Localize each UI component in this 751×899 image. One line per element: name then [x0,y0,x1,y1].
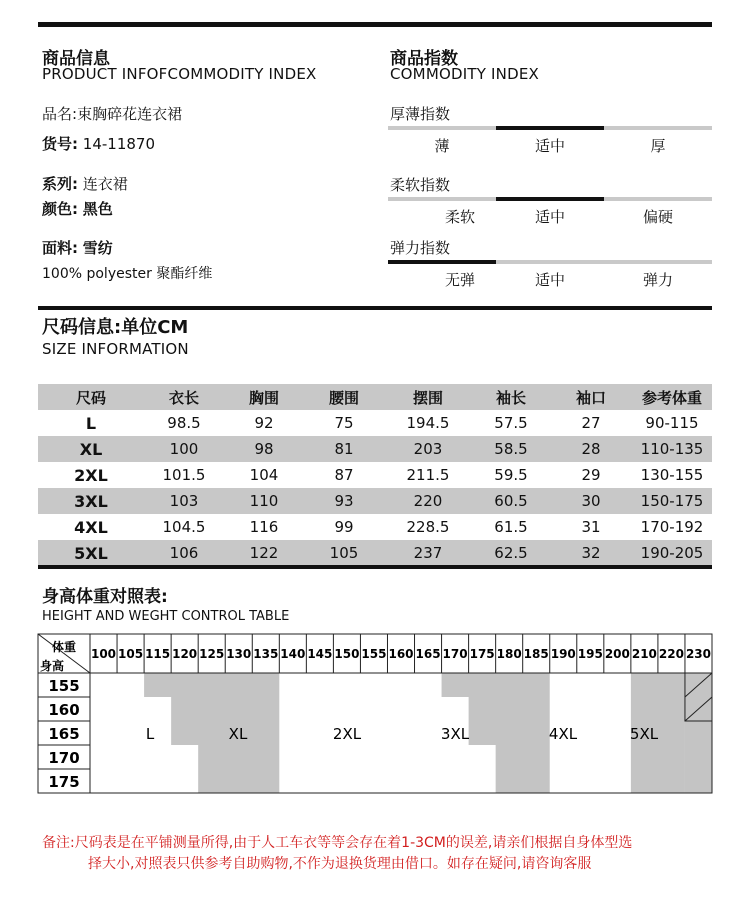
note-line-1: 备注:尺码表是在平铺测量所得,由于人工车衣等等会存在着1-3CM的误差,请亲们根据自身体型选 [42,835,633,851]
index-option: 适中 [534,137,565,155]
weight-label: 140 [280,647,306,661]
size-header-cell: 衣长 [144,384,224,410]
field-value: 黑色 [82,200,113,218]
size-value-cell: 99 [334,518,354,536]
field-value: 连衣裙 [82,175,128,193]
size-title-en: SIZE INFORMATION [42,340,189,358]
size-header-cell: 参考体重 [632,384,712,410]
field-label: 颜色: [42,200,78,218]
field-value: 雪纺 [82,239,113,257]
size-value-cell: 228.5 [406,518,450,536]
index-option: 弹力 [642,271,673,289]
size-value-cell: 60.5 [472,488,550,514]
weight-label: 115 [145,647,171,661]
size-value-cell: 203 [384,436,472,462]
size-value-cell: 122 [224,540,304,566]
index-option: 适中 [534,208,565,226]
size-value-cell: 150-175 [632,488,712,514]
weight-label: 185 [523,647,549,661]
weight-label: 130 [226,647,252,661]
size-value-cell: 29 [581,466,601,484]
hw-title-en: HEIGHT AND WEGHT CONTROL TABLE [42,609,290,624]
index-option: 偏硬 [642,208,673,226]
hw-title-cn: 身高体重对照表: [42,587,168,607]
size-value-cell: 220 [384,488,472,514]
size-zone-label: 2XL [332,725,362,743]
size-value-cell: 31 [581,518,601,536]
weight-label: 165 [415,647,441,661]
commodity-title-cn: 商品指数 [390,49,458,69]
size-value-cell: 92 [254,414,274,432]
size-label-cell: 4XL [74,517,108,537]
weight-label: 195 [577,647,603,661]
size-header-cell: 腰围 [304,384,384,410]
product-title-en: PRODUCT INFOFCOMMODITY INDEX [42,65,317,83]
size-value-cell: 116 [249,518,279,536]
size-value-cell: 27 [581,414,601,432]
index-option: 柔软 [444,208,475,226]
size-value-cell: 194.5 [406,414,450,432]
hatch-cell [685,673,712,721]
size-value-cell: 110-135 [632,436,712,462]
size-label-cell: L [85,413,97,433]
size-label-cell: 2XL [74,465,108,485]
height-label: 170 [48,749,80,767]
size-value-cell: 104 [249,466,279,484]
size-value-cell: 211.5 [406,466,450,484]
weight-label: 125 [199,647,225,661]
size-value-cell: 190-205 [632,540,712,566]
weight-label: 180 [496,647,522,661]
size-zone-fill [198,745,279,793]
size-label-cell: 5XL [38,540,144,566]
weight-label: 105 [118,647,144,661]
weight-label: 170 [442,647,468,661]
index-option: 薄 [434,137,450,155]
size-value-cell: 75 [334,414,354,432]
size-zone-fill [442,673,550,697]
field-label: 系列: [42,175,78,193]
size-value-cell: 61.5 [494,518,528,536]
size-value-cell: 130-155 [640,466,704,484]
weight-label: 190 [550,647,576,661]
size-value-cell: 59.5 [494,466,528,484]
size-label-cell: XL [38,436,144,462]
weight-label: 220 [658,647,684,661]
size-value-cell: 98.5 [167,414,201,432]
size-zone-label: 5XL [629,725,659,743]
size-value-cell: 100 [144,436,224,462]
size-value-cell: 90-115 [645,414,699,432]
field-label: 货号: [42,135,78,153]
size-value-cell: 110 [224,488,304,514]
size-header-cell: 尺码 [38,384,144,410]
size-zone-label: 3XL [440,725,470,743]
height-label: 155 [48,677,80,695]
size-value-cell: 62.5 [472,540,550,566]
size-value-cell: 32 [550,540,632,566]
size-zone-fill [171,697,279,745]
size-value-cell: 103 [144,488,224,514]
size-value-cell: 105 [304,540,384,566]
height-label: 175 [48,773,80,791]
size-value-cell: 57.5 [494,414,528,432]
field-value: 14-11870 [82,135,155,153]
weight-label: 155 [361,647,387,661]
index-option: 厚 [650,137,666,155]
size-value-cell: 237 [384,540,472,566]
weight-label: 210 [631,647,657,661]
size-value-cell: 101.5 [162,466,206,484]
weight-label: 145 [307,647,333,661]
product-title-cn: 商品信息 [42,49,110,69]
size-header-cell: 摆围 [384,384,472,410]
fabric-note: 100% polyester 聚酯纤维 [42,266,213,282]
commodity-title-en: COMMODITY INDEX [390,65,539,83]
size-zone-fill [469,697,550,745]
height-label: 165 [48,725,80,743]
note-line-2: 择大小,对照表只供参考自助购物,不作为退换货理由借口。如存在疑问,请咨询客服 [88,856,592,872]
size-value-cell: 87 [334,466,354,484]
size-zone-fill [685,721,712,793]
weight-label: 100 [90,647,117,661]
size-value-cell: 98 [224,436,304,462]
size-zone-label: L [145,725,155,743]
weight-label: 160 [388,647,414,661]
size-value-cell: 93 [304,488,384,514]
size-value-cell: 170-192 [640,518,704,536]
size-header-cell: 袖长 [472,384,550,410]
size-header-cell: 胸围 [224,384,304,410]
size-value-cell: 81 [304,436,384,462]
size-value-cell: 58.5 [472,436,550,462]
size-label-cell: 3XL [38,488,144,514]
field-value: 束胸碎花连衣裙 [77,105,183,123]
field-label: 品名: [42,105,78,123]
size-value-cell: 30 [550,488,632,514]
size-zone-label: XL [228,725,248,743]
size-zone-label: 4XL [548,725,578,743]
height-label: 160 [48,701,80,719]
size-zone-fill [496,745,550,793]
index-name: 弹力指数 [390,239,451,257]
size-header-cell: 袖口 [550,384,632,410]
index-option: 无弹 [444,271,475,289]
size-title-cn: 尺码信息:单位CM [42,317,189,338]
size-value-cell: 106 [144,540,224,566]
index-option: 适中 [534,271,565,289]
field-label: 面料: [42,239,78,257]
weight-label: 150 [334,647,360,661]
weight-label: 175 [469,647,495,661]
corner-weight-label: 体重 [52,640,77,654]
index-name: 厚薄指数 [390,105,451,123]
corner-height-label: 身高 [40,659,65,673]
weight-label: 120 [172,647,198,661]
size-zone-fill [144,673,279,697]
size-value-cell: 28 [550,436,632,462]
index-name: 柔软指数 [390,176,451,194]
weight-label: 135 [253,647,279,661]
size-value-cell: 104.5 [162,518,206,536]
weight-label: 200 [604,647,630,661]
weight-label: 230 [685,647,712,661]
